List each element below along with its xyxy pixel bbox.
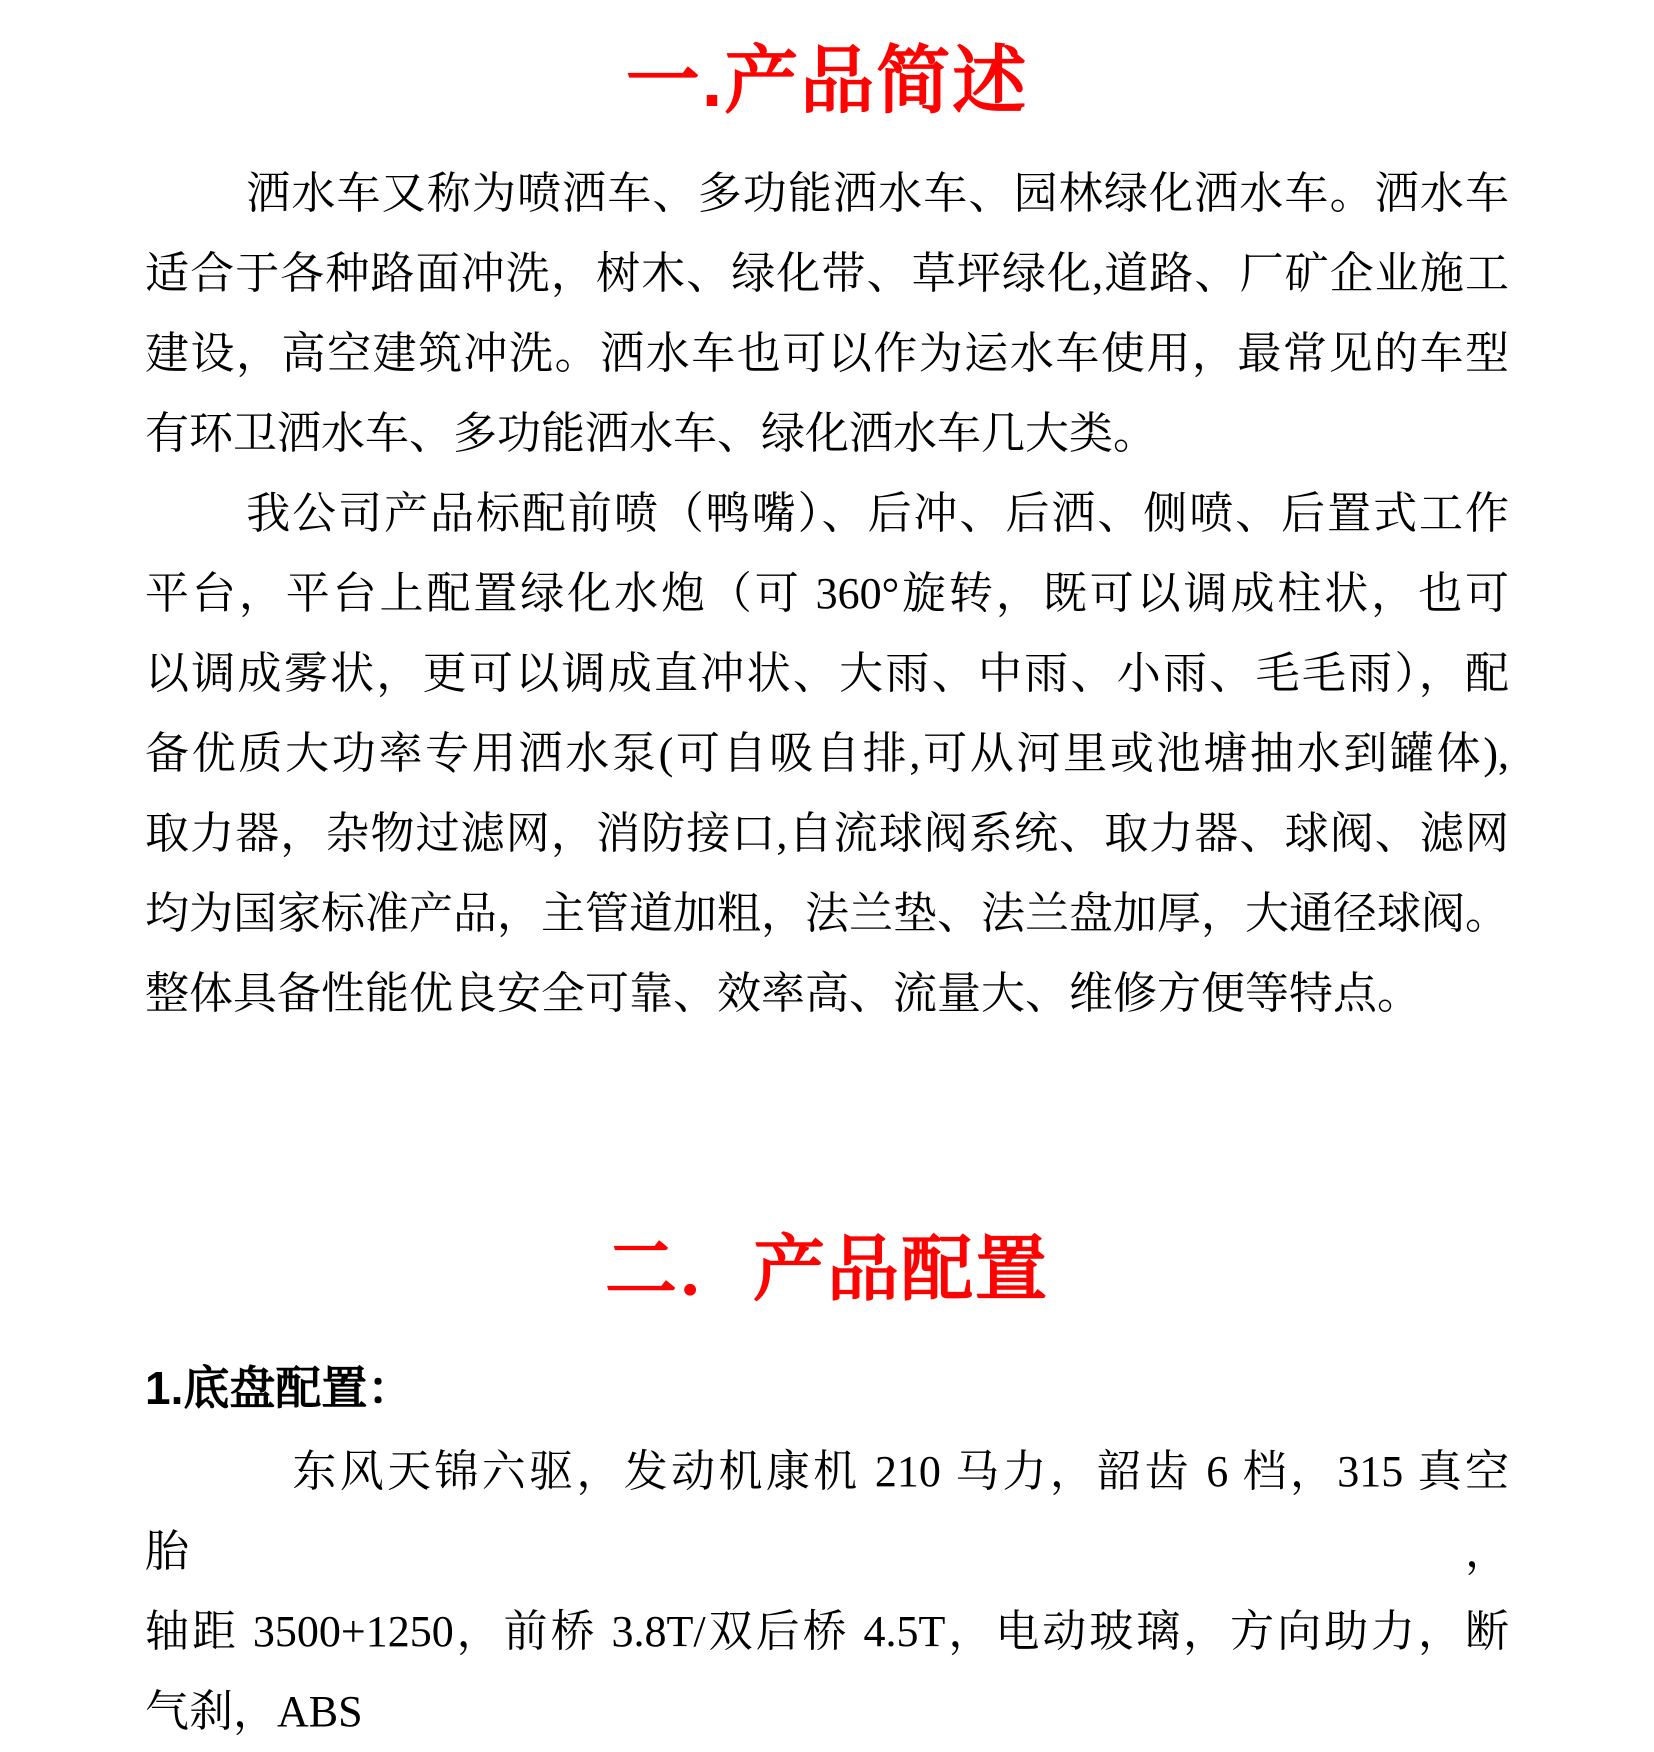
- text-line: 平台，平台上配置绿化水炮（可 360°旋转，既可以调成柱状，也可: [145, 569, 1509, 618]
- text-line: 有环卫洒水车、多功能洒水车、绿化洒水车几大类。: [145, 409, 1157, 458]
- text-line: 适合于各种路面冲洗，树木、绿化带、草坪绿化,道路、厂矿企业施工: [145, 249, 1509, 298]
- paragraph: [145, 1432, 1509, 1752]
- paragraph: [145, 474, 1509, 1034]
- section-1-body: [145, 154, 1509, 1034]
- section-2-body: [145, 1432, 1509, 1752]
- text-line: 建设，高空建筑冲洗。洒水车也可以作为运水车使用，最常见的车型: [145, 329, 1509, 378]
- section-2-heading: 二．产品配置: [604, 1230, 1049, 1310]
- text-line: 取力器，杂物过滤网，消防接口,自流球阀系统、取力器、球阀、滤网: [145, 809, 1509, 858]
- section-1-heading: 一.产品简述: [625, 39, 1029, 122]
- text-line: 轴距 3500+1250，前桥 3.8T/双后桥 4.5T，电动玻璃，方向助力，断: [145, 1607, 1509, 1656]
- text-line: 东风天锦六驱，发动机康机 210 马力，韶齿 6 档，315 真空胎，: [145, 1447, 1509, 1576]
- text-line: 洒水车又称为喷洒车、多功能洒水车、园林绿化洒水车。洒水车: [246, 169, 1509, 218]
- text-line: 我公司产品标配前喷（鸭嘴）、后冲、后洒、侧喷、后置式工作: [246, 489, 1509, 538]
- text-line: 以调成雾状，更可以调成直冲状、大雨、中雨、小雨、毛毛雨），配: [145, 649, 1509, 698]
- chassis-config-subheading: 1.底盘配置：: [145, 1362, 414, 1414]
- paragraph: [145, 154, 1509, 474]
- text-line: 气刹，ABS: [145, 1687, 363, 1736]
- text-line: 均为国家标准产品，主管道加粗，法兰垫、法兰盘加厚，大通径球阀。: [145, 889, 1509, 938]
- text-line: 备优质大功率专用洒水泵(可自吸自排,可从河里或池塘抽水到罐体),: [145, 729, 1509, 778]
- text-line: 整体具备性能优良安全可靠、效率高、流量大、维修方便等特点。: [145, 969, 1421, 1018]
